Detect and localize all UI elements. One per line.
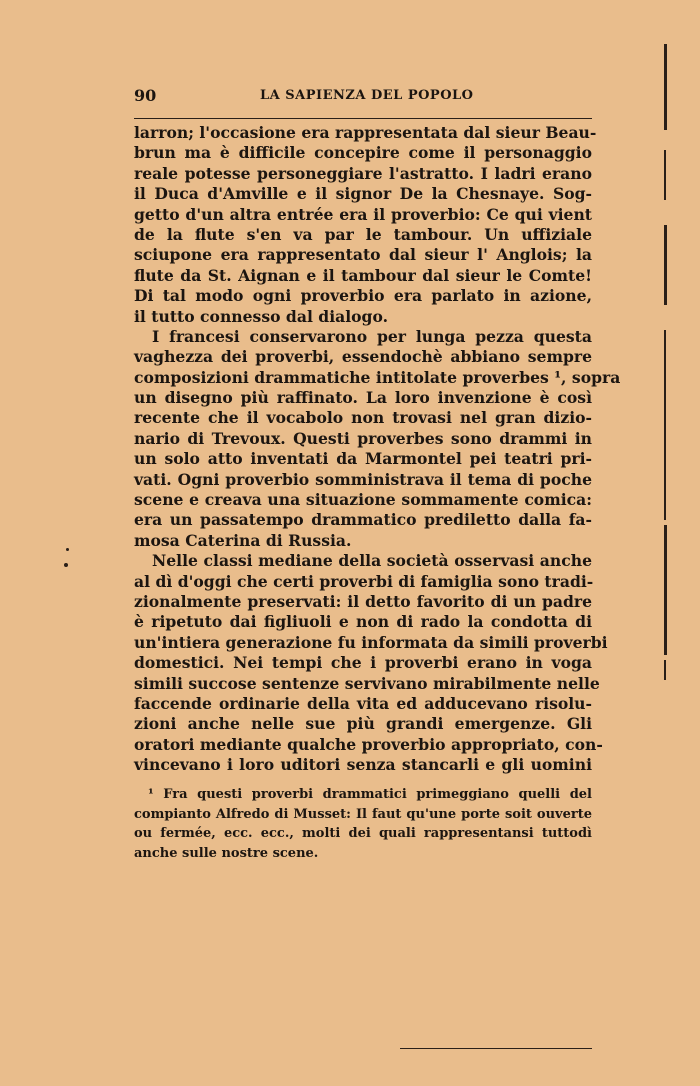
body-line: vati. Ogni proverbio somministrava il tema di poche bbox=[134, 469, 592, 489]
body-line: domestici. Nei tempi che i proverbi erano in voga bbox=[134, 653, 592, 673]
body-line: de la flute s'en va par le tambour. Un uffiziale bbox=[134, 224, 592, 244]
body-line: simili succose sentenze servivano mirabilmente nelle bbox=[134, 673, 600, 693]
bottom-rule bbox=[400, 1048, 592, 1049]
footnote-line: ¹ Fra questi proverbi drammatici primeggiano quelli del bbox=[148, 787, 592, 802]
body-line: brun ma è difficile concepire come il personaggio bbox=[134, 143, 592, 163]
body-line: vaghezza dei proverbi, essendochè abbiano sempre bbox=[134, 347, 592, 367]
body-line: flute da St. Aignan e il tambour dal sieur le Comte! bbox=[134, 265, 592, 285]
body-line: getto d'un altra entrée era il proverbio: Ce qui vient bbox=[134, 204, 592, 224]
scan-margin-bar bbox=[664, 225, 667, 305]
margin-dot bbox=[64, 563, 68, 567]
page-header bbox=[134, 86, 592, 108]
body-line: recente che il vocabolo non trovasi nel gran dizio- bbox=[134, 408, 592, 428]
body-line: mosa Caterina di Russia. bbox=[134, 530, 352, 550]
scan-margin-bar bbox=[664, 330, 666, 520]
body-line: vincevano i loro uditori senza stancarli e gli uomini bbox=[134, 755, 592, 775]
body-line: I francesi conservarono per lunga pezza questa bbox=[152, 326, 592, 346]
header-rule bbox=[134, 118, 592, 119]
footnote-line: anche sulle nostre scene. bbox=[134, 845, 319, 861]
body-line: reale potesse personeggiare l'astratto. I ladri erano bbox=[134, 163, 592, 183]
page-number: 90 bbox=[134, 86, 157, 105]
body-line: un solo atto inventati da Marmontel pei teatri pri- bbox=[134, 449, 592, 469]
body-line: era un passatempo drammatico prediletto dalla fa- bbox=[134, 510, 592, 530]
margin-dot bbox=[66, 548, 69, 551]
scan-margin-bar bbox=[664, 150, 666, 200]
body-line: larron; l'occasione era rappresentata dal sieur Beau- bbox=[134, 123, 597, 142]
body-line: è ripetuto dai figliuoli e non di rado la condotta di bbox=[134, 612, 592, 632]
body-line: oratori mediante qualche proverbio appropriato, con- bbox=[134, 734, 603, 754]
body-line: nario di Trevoux. Questi proverbes sono drammi in bbox=[134, 428, 592, 448]
scan-margin-bar bbox=[664, 44, 667, 130]
footnote-line: compianto Alfredo di Musset: Il faut qu'une porte soit ouverte bbox=[134, 806, 592, 822]
body-line: sciupone era rappresentato dal sieur l' Anglois; la bbox=[134, 245, 592, 265]
footnote-line: ou fermée, ecc. ecc., molti dei quali rappresentansi tuttodì bbox=[134, 826, 592, 842]
body-line: il tutto connesso dal dialogo. bbox=[134, 306, 389, 326]
body-line: composizioni drammatiche intitolate proverbes ¹, sopra bbox=[134, 367, 621, 387]
body-line: il Duca d'Amville e il signor De la Chesnaye. Sog- bbox=[134, 184, 592, 204]
body-line: zioni anche nelle sue più grandi emergenze. Gli bbox=[134, 714, 592, 734]
footnote bbox=[134, 785, 592, 863]
body-line: un'intiera generazione fu informata da simili proverbi bbox=[134, 632, 608, 652]
scan-margin-bar bbox=[664, 660, 666, 680]
body-line: scene e creava una situazione sommamente comica: bbox=[134, 490, 592, 510]
running-title: LA SAPIENZA DEL POPOLO bbox=[260, 88, 474, 103]
body-line: Di tal modo ogni proverbio era parlato in azione, bbox=[134, 286, 592, 306]
body-line: zionalmente preservati: il detto favorito di un padre bbox=[134, 591, 592, 611]
body-line: faccende ordinarie della vita ed adducevano risolu- bbox=[134, 693, 592, 713]
body-line: un disegno più raffinato. La loro invenzione è così bbox=[134, 388, 592, 408]
body-line: al dì d'oggi che certi proverbi di famiglia sono tradi- bbox=[134, 571, 594, 591]
body-text bbox=[134, 123, 621, 776]
scan-margin-bar bbox=[664, 525, 667, 655]
body-line: Nelle classi mediane della società osservasi anche bbox=[152, 551, 592, 571]
